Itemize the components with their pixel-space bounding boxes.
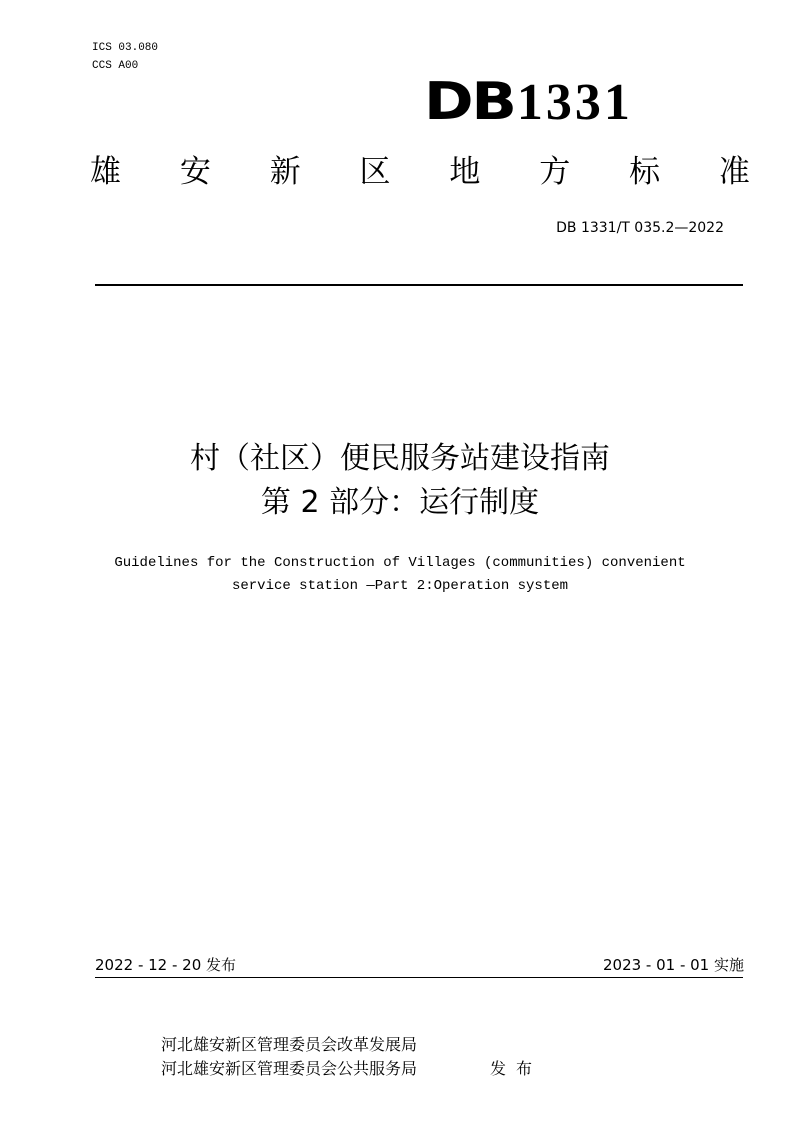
standard-type-char: 标: [629, 154, 661, 190]
db-prefix: DB: [424, 72, 515, 132]
standard-code: DB 1331/T 035.2—2022: [556, 220, 724, 236]
issuer-1: 河北雄安新区管理委员会改革发展局: [161, 1035, 418, 1054]
standard-type-char: 区: [359, 154, 391, 190]
ccs-code: CCS A00: [92, 60, 139, 72]
english-title-line1: Guidelines for the Construction of Villages (communities) convenient: [114, 555, 686, 571]
document-title-line2: 第 2 部分：运行制度: [260, 485, 540, 520]
issuer-2: 河北雄安新区管理委员会公共服务局: [161, 1059, 418, 1078]
document-title-line1: 村（社区）便民服务站建设指南: [190, 441, 610, 476]
standard-type-char: 新: [269, 154, 301, 190]
standard-type-char: 雄: [90, 154, 121, 190]
ics-code: ICS 03.080: [92, 42, 159, 54]
standard-type-char: 方: [539, 154, 571, 190]
standard-type-char: 准: [718, 154, 750, 190]
db-standard-badge: [424, 72, 633, 133]
standard-type-char: 地: [449, 154, 481, 190]
header-divider: [95, 284, 743, 286]
footer-divider: [95, 977, 743, 978]
standard-type-char: 安: [179, 154, 211, 190]
implementation-date: 2023 - 01 - 01 实施: [602, 956, 744, 974]
issue-word: 发布: [490, 1059, 543, 1078]
english-title-line2: service station —Part 2:Operation system: [231, 578, 569, 594]
db-number: 1331: [516, 74, 633, 131]
issue-date: 2022 - 12 - 20 发布: [95, 956, 237, 974]
standard-type: [90, 152, 750, 192]
